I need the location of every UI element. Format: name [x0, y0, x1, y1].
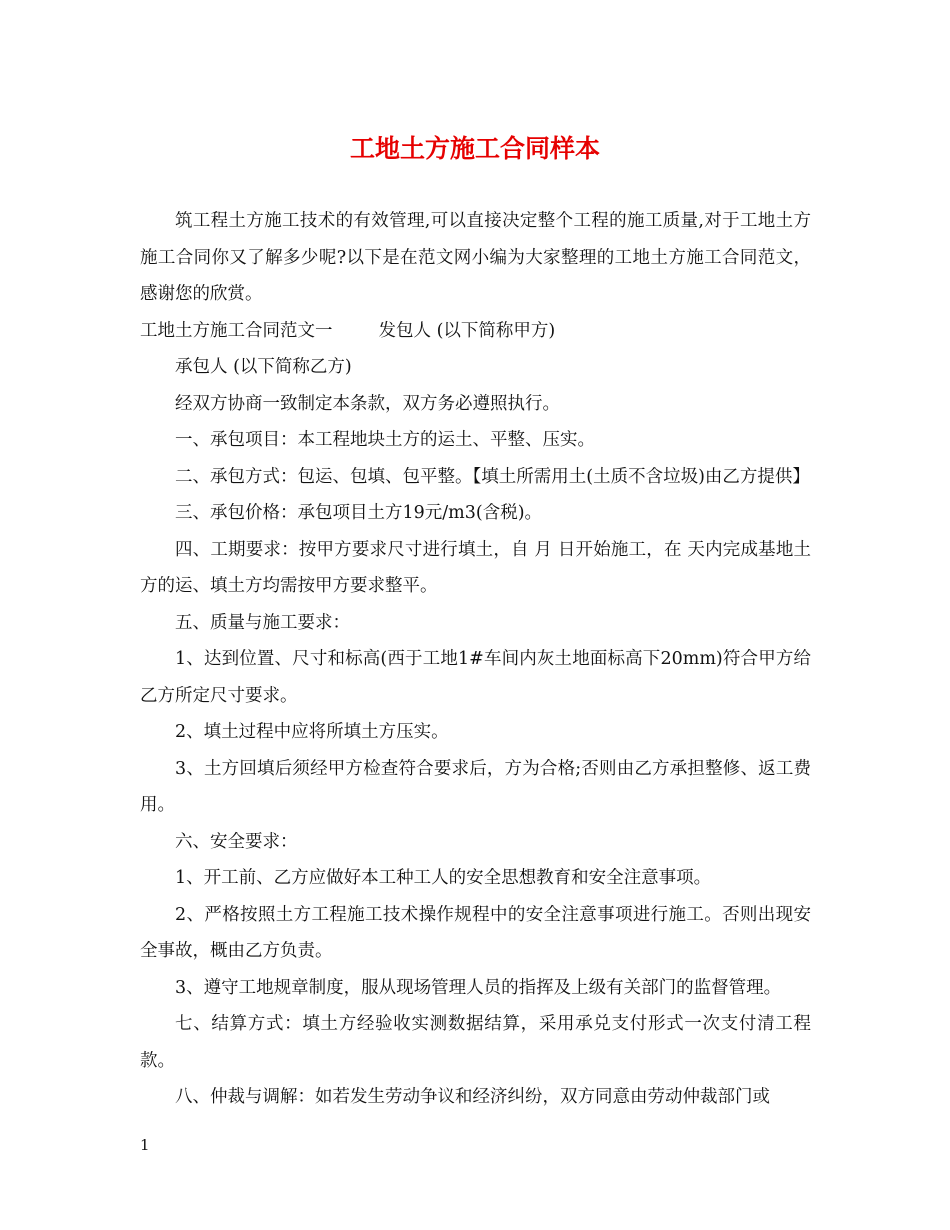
document-title: 工地土方施工合同样本 [349, 134, 600, 163]
clause-5-2: 2、填土过程中应将所填土方压实。 [175, 722, 449, 742]
section-heading-line [140, 313, 811, 350]
clause-6-3: 3、遵守工地规章制度，服从现场管理人员的指挥及上级有关部门的监督管理。 [175, 977, 782, 998]
clause-6: 六、安全要求： [175, 831, 298, 852]
clause-5: 五、质量与施工要求： [175, 612, 350, 633]
page-number: 1 [140, 1136, 150, 1154]
clause-2: 二、承包方式：包运、包填、包平整。【填土所需用土(土质不含垃圾)由乙方提供】 [175, 466, 810, 487]
agreement-paragraph: 经双方协商一致制定本条款，双方务必遵照执行。 [175, 393, 560, 414]
clause-6-1: 1、开工前、乙方应做好本工种工人的安全思想教育和安全注意事项。 [175, 868, 712, 888]
clause-8: 八、仲裁与调解：如若发生劳动争议和经济纠纷，双方同意由劳动仲裁部门或 [175, 1087, 770, 1107]
section-heading: 工地土方施工合同范文一 [140, 320, 333, 341]
clause-3: 三、承包价格：承包项目土方19元/m3(含税)。 [175, 503, 543, 523]
clause-7: 七、结算方式：填土方经验收实测数据结算，采用承兑支付形式一次支付清工程款。 [140, 1014, 811, 1071]
party-a: 发包人 (以下简称甲方) [378, 320, 556, 341]
document-body [140, 203, 811, 1116]
clause-1: 一、承包项目：本工程地块土方的运土、平整、压实。 [175, 430, 595, 450]
intro-paragraph: 筑工程土方施工技术的有效管理,可以直接决定整个工程的施工质量,对于工地土方施工合同你又了解多少呢?以下是在范文网小编为大家整理的工地土方施工合同范文，感谢您的欣赏。 [140, 211, 811, 304]
clause-4: 四、工期要求：按甲方要求尺寸进行填土，自 月 日开始施工，在 天内完成基地土方的运、填土方均需按甲方要求整平。 [140, 539, 811, 596]
clause-5-3: 3、土方回填后须经甲方检查符合要求后，方为合格;否则由乙方承担整修、返工费用。 [140, 758, 811, 815]
clause-5-1: 1、达到位置、尺寸和标高(西于工地1#车间内灰土地面标高下20mm)符合甲方给乙方所定尺寸要求。 [140, 649, 811, 706]
clause-6-2: 2、严格按照土方工程施工技术操作规程中的安全注意事项进行施工。否则出现安全事故，概由乙方负责。 [140, 904, 811, 961]
party-b: 承包人 (以下简称乙方) [175, 357, 352, 377]
